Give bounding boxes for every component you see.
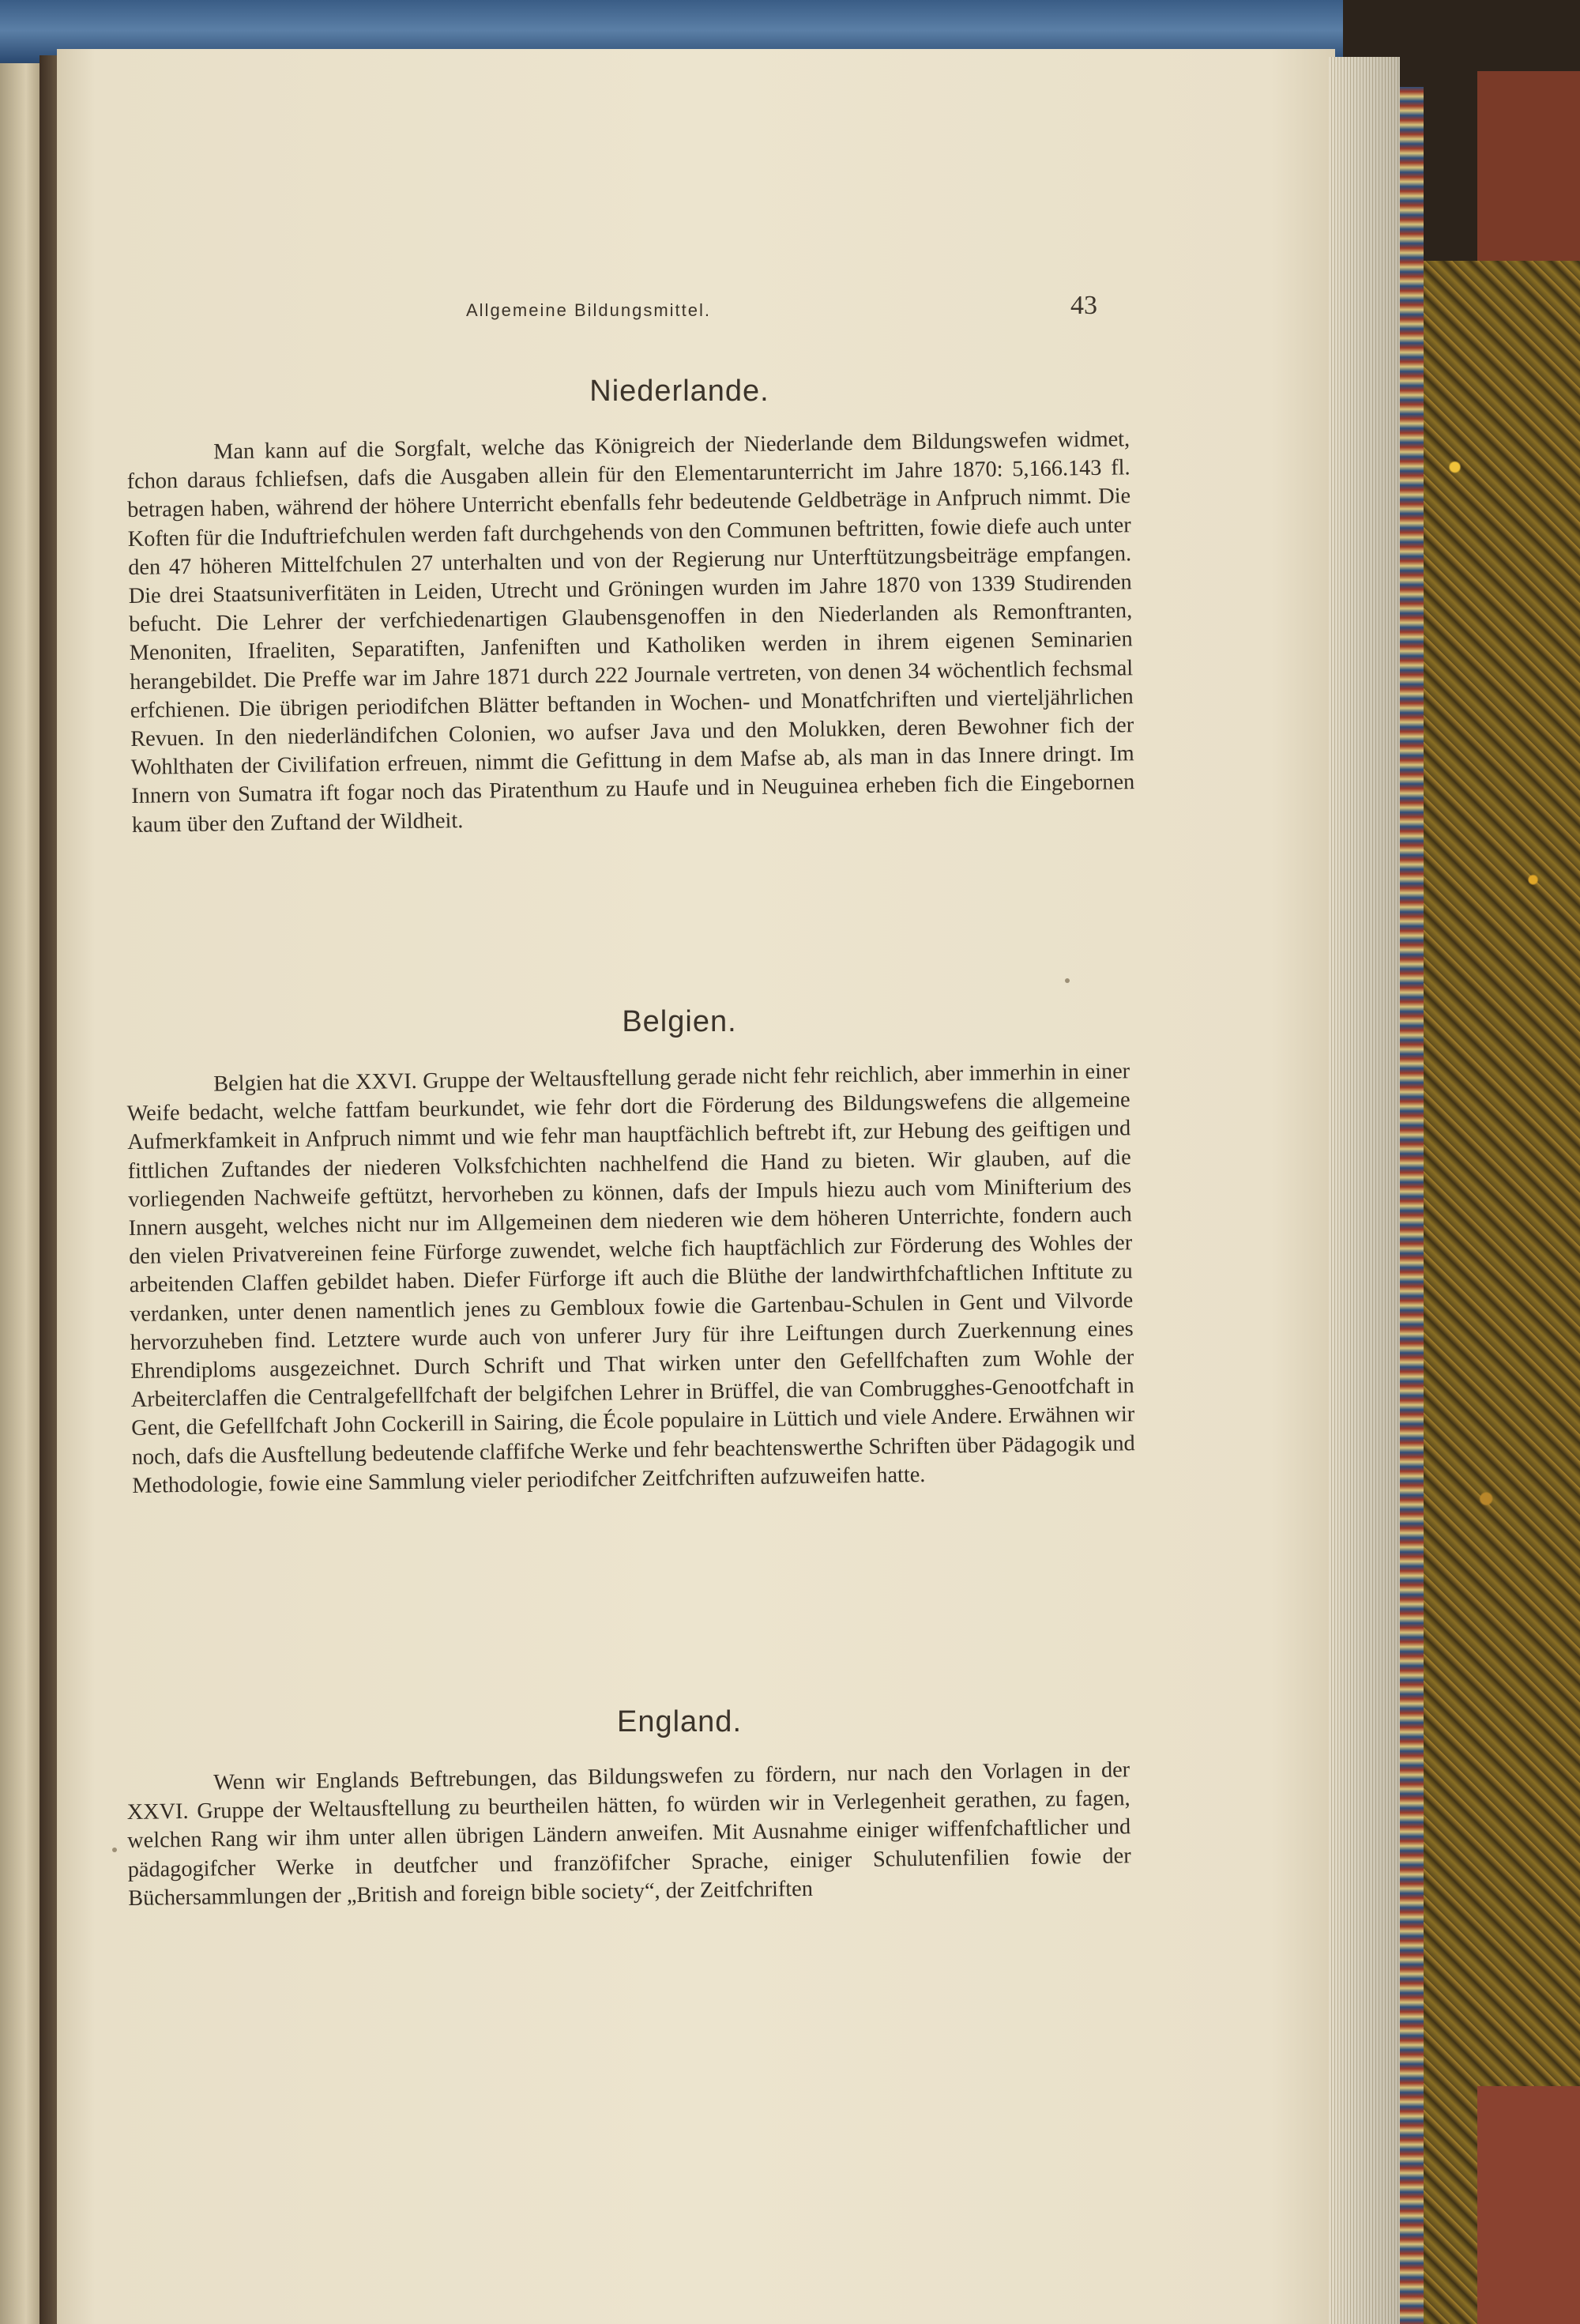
ink-spot (112, 1848, 117, 1852)
section-paragraph-belgien: Belgien hat die XXVI. Gruppe der Weltausftellung gerade nicht fehr reichlich, aber immerhin in einer Weife bedacht, welche fattfam beurkundet, wie fehr dort die Förderung des Bildungswefens die allgemeine Aufmerkfamkeit in Anfpruch nimmt und wie fehr man hauptfächlich beftrebt ift, zur Hebung des geiftigen und fittlichen Zuftandes der niederen Volksfchichten nachhelfend die Hand zu bieten. Wir glauben, auf die vorliegenden Nachweife geftützt, hervorheben zu können, dafs der Impuls hiezu auch vom Minifterium des Innern ausgeht, welches nicht nur im Allgemeinen dem niederen wie dem höheren Unterrichte, fondern auch den vielen Privatvereinen feine Fürforge zuwendet, welche fich hauptfächlich zur Förderung des Wohles der arbeitenden Claffen gebildet haben. Diefer Fürforge ift auch die Blüthe der landwirthfchaftlichen Inftitute zu verdanken, unter denen namentlich jenes zu Gembloux fowie die Gartenbau-Schulen in Gent und Vilvorde hervorzuheben find. Letztere wurde auch von unferer Jury für ihre Leiftungen durch Zuerkennung eines Ehrendiploms ausgezeichnet. Durch Schrift und That wirken unter den Gefellfchaften zum Wohle der Arbeiterclaffen die Centralgefellfchaft der belgifchen Lehrer in Brüffel, die van Combrugghes-Genootfchaft in Gent, die Gefellfchaft John Cockerill in Sairing, die École populaire in Lüttich und viele Andere. Erwähnen wir noch, dafs die Ausftellung bedeutende claffifche Werke und fehr beachtenswerthe Schriften über Pädagogik und Methodologie, fowie eine Sammlung vieler periodifcher Zeitfchriften aufzuweifen hatte. (126, 1059, 1135, 1498)
section-paragraph-niederlande: Man kann auf die Sorgfalt, welche das Königreich der Niederlande dem Bildungswefen widmet, fchon daraus fchliefsen, dafs die Ausgaben allein für den Elementarunterricht im Jahre 1870: 5,166.143 fl. betragen haben, während der höhere Unterricht ebenfalls fehr bedeutende Geldbeträge in Anfpruch nimmt. Die Koften für die Induftriefchulen werden faft durchgehends von den Communen beftritten, fowie diefe auch unter den 47 höheren Mittelfchulen 27 unterhalten und von der Regierung nur Unterftützungsbeiträge empfangen. Die drei Staatsuniverfitäten in Leiden, Utrecht und Gröningen wurden im Jahre 1870 von 1339 Studirenden befucht. Die Lehrer der verfchiedenartigen Glaubensgenoffen in den Niederlanden als Remonftranten, Menoniten, Ifraeliten, Separatiften, Janfeniften und Katholiken werden in ihrem eigenen Seminarien herangebildet. Die Preffe war im Jahre 1871 durch 222 Journale vertreten, von denen 34 wöchentlich fechsmal erfchienen. Die übrigen periodifchen Blätter beftanden in Wochen- und Monatfchriften und vierteljährlichen Revuen. In den niederländifchen Colonien, wo aufser Java und den Molukken, deren Bewohner fich der Wohlthaten der Civilifation erfreuen, nimmt die Gefittung in dem Mafse ab, als man in das Innere dringt. Im Innern von Sumatra ift fogar noch das Piratenthum zu Haufe und in Neuguinea erheben fich die Eingebornen kaum über den Zuftand der Wildheit. (126, 427, 1135, 838)
section-heading-england: England. (616, 1705, 742, 1738)
section-heading-niederlande: Niederlande. (589, 375, 769, 408)
left-page-edge (0, 63, 43, 2324)
cover-corner-bottom (1477, 2086, 1580, 2324)
marbled-page-edge (1400, 87, 1424, 2324)
page-number: 43 (1070, 291, 1097, 320)
cover-corner-top (1477, 71, 1580, 269)
section-heading-belgien: Belgien. (622, 1005, 737, 1038)
page-stack-shade (1329, 57, 1400, 2324)
running-head: Allgemeine Bildungsmittel. (466, 300, 712, 320)
ink-spot (1065, 978, 1070, 983)
marbled-cover (1424, 261, 1580, 2324)
section-paragraph-england: Wenn wir Englands Beftrebungen, das Bildungswefen zu fördern, nur nach den Vorlagen in der XXVI. Gruppe der Weltausftellung zu beurtheilen hätten, fo würden wir in Verlegenheit gerathen, zu fagen, welchen Rang wir ihm unter allen übrigen Ländern anweifen. Mit Ausnahme einiger wiffenfchaftlicher und pädagogifcher Werke in deutfcher und franzöfifcher Sprache, einiger Schulutenfilien fowie der Büchersammlungen der „British and foreign bible society“, der Zeitfchriften (126, 1757, 1131, 1911)
